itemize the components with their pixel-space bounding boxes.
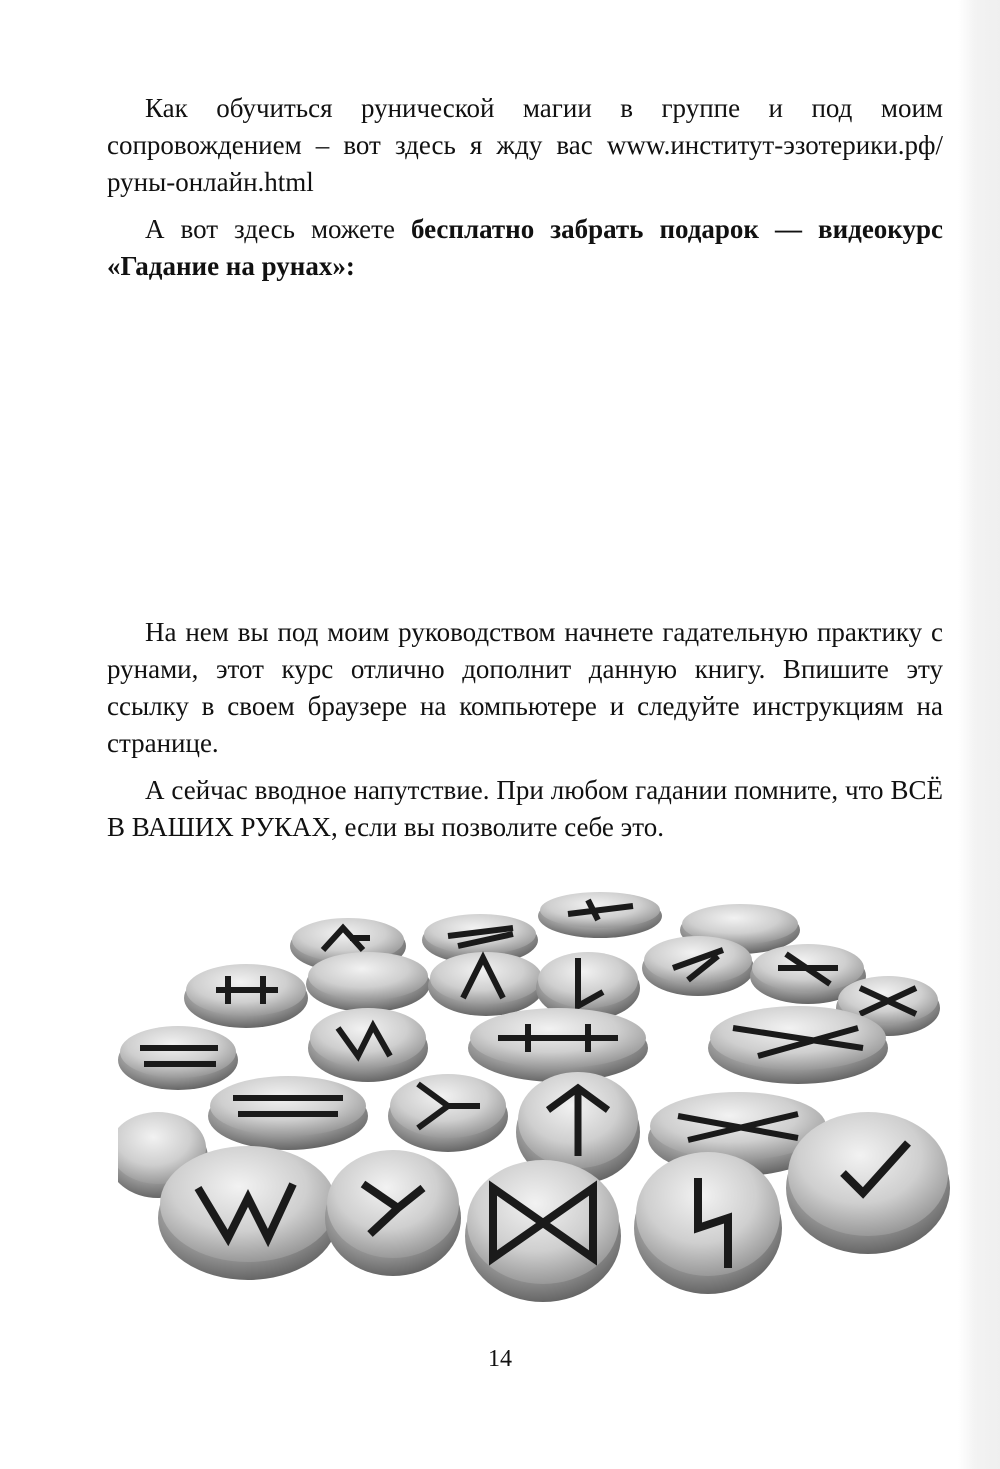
rune-stones-photo (118, 888, 952, 1308)
paragraph-course-description: На нем вы под моим руководством начнете гадательную практику с рунами, этот курс отлично дополнит данную книгу. Впишите эту ссылку в своем браузере на компьютере и следуйте инструкциям на странице. (107, 617, 943, 758)
rune-stone (208, 1076, 368, 1150)
blank-space (107, 300, 943, 590)
rune-stone (184, 964, 308, 1028)
top-text-block (107, 90, 943, 295)
gift-bold-text: бесплатно забрать подарок — видеокурс «Гадание на рунах»: (107, 214, 943, 281)
bottom-text-block (107, 614, 943, 856)
rune-stone (308, 1008, 428, 1082)
rune-stone (708, 1006, 888, 1084)
rune-stone (538, 892, 662, 938)
rune-stone (465, 1160, 621, 1302)
rune-stone (642, 936, 754, 996)
rune-stone (634, 1152, 782, 1294)
rune-stone (388, 1074, 508, 1152)
rune-stone (428, 952, 544, 1016)
rune-stone (325, 1150, 461, 1276)
rune-stone (786, 1112, 950, 1254)
paragraph-course-link: Как обучиться рунической магии в группе и под моим сопровождением – вот здесь я жду вас www.институт-эзотерики.рф/руны-онлайн.html (107, 93, 943, 197)
rune-stone (118, 1026, 238, 1090)
rune-stone (468, 1008, 648, 1082)
page-number: 14 (488, 1346, 512, 1372)
page-edge-shadow (958, 0, 1000, 1469)
gift-intro-text: А вот здесь можете (145, 214, 411, 244)
rune-stone (158, 1146, 338, 1280)
paragraph-gift (107, 211, 943, 285)
paragraph-introduction: А сейчас вводное напутствие. При любом гадании помните, что ВСЁ В ВАШИХ РУКАХ, если вы позволите себе это. (107, 775, 943, 842)
rune-stone (306, 952, 430, 1012)
